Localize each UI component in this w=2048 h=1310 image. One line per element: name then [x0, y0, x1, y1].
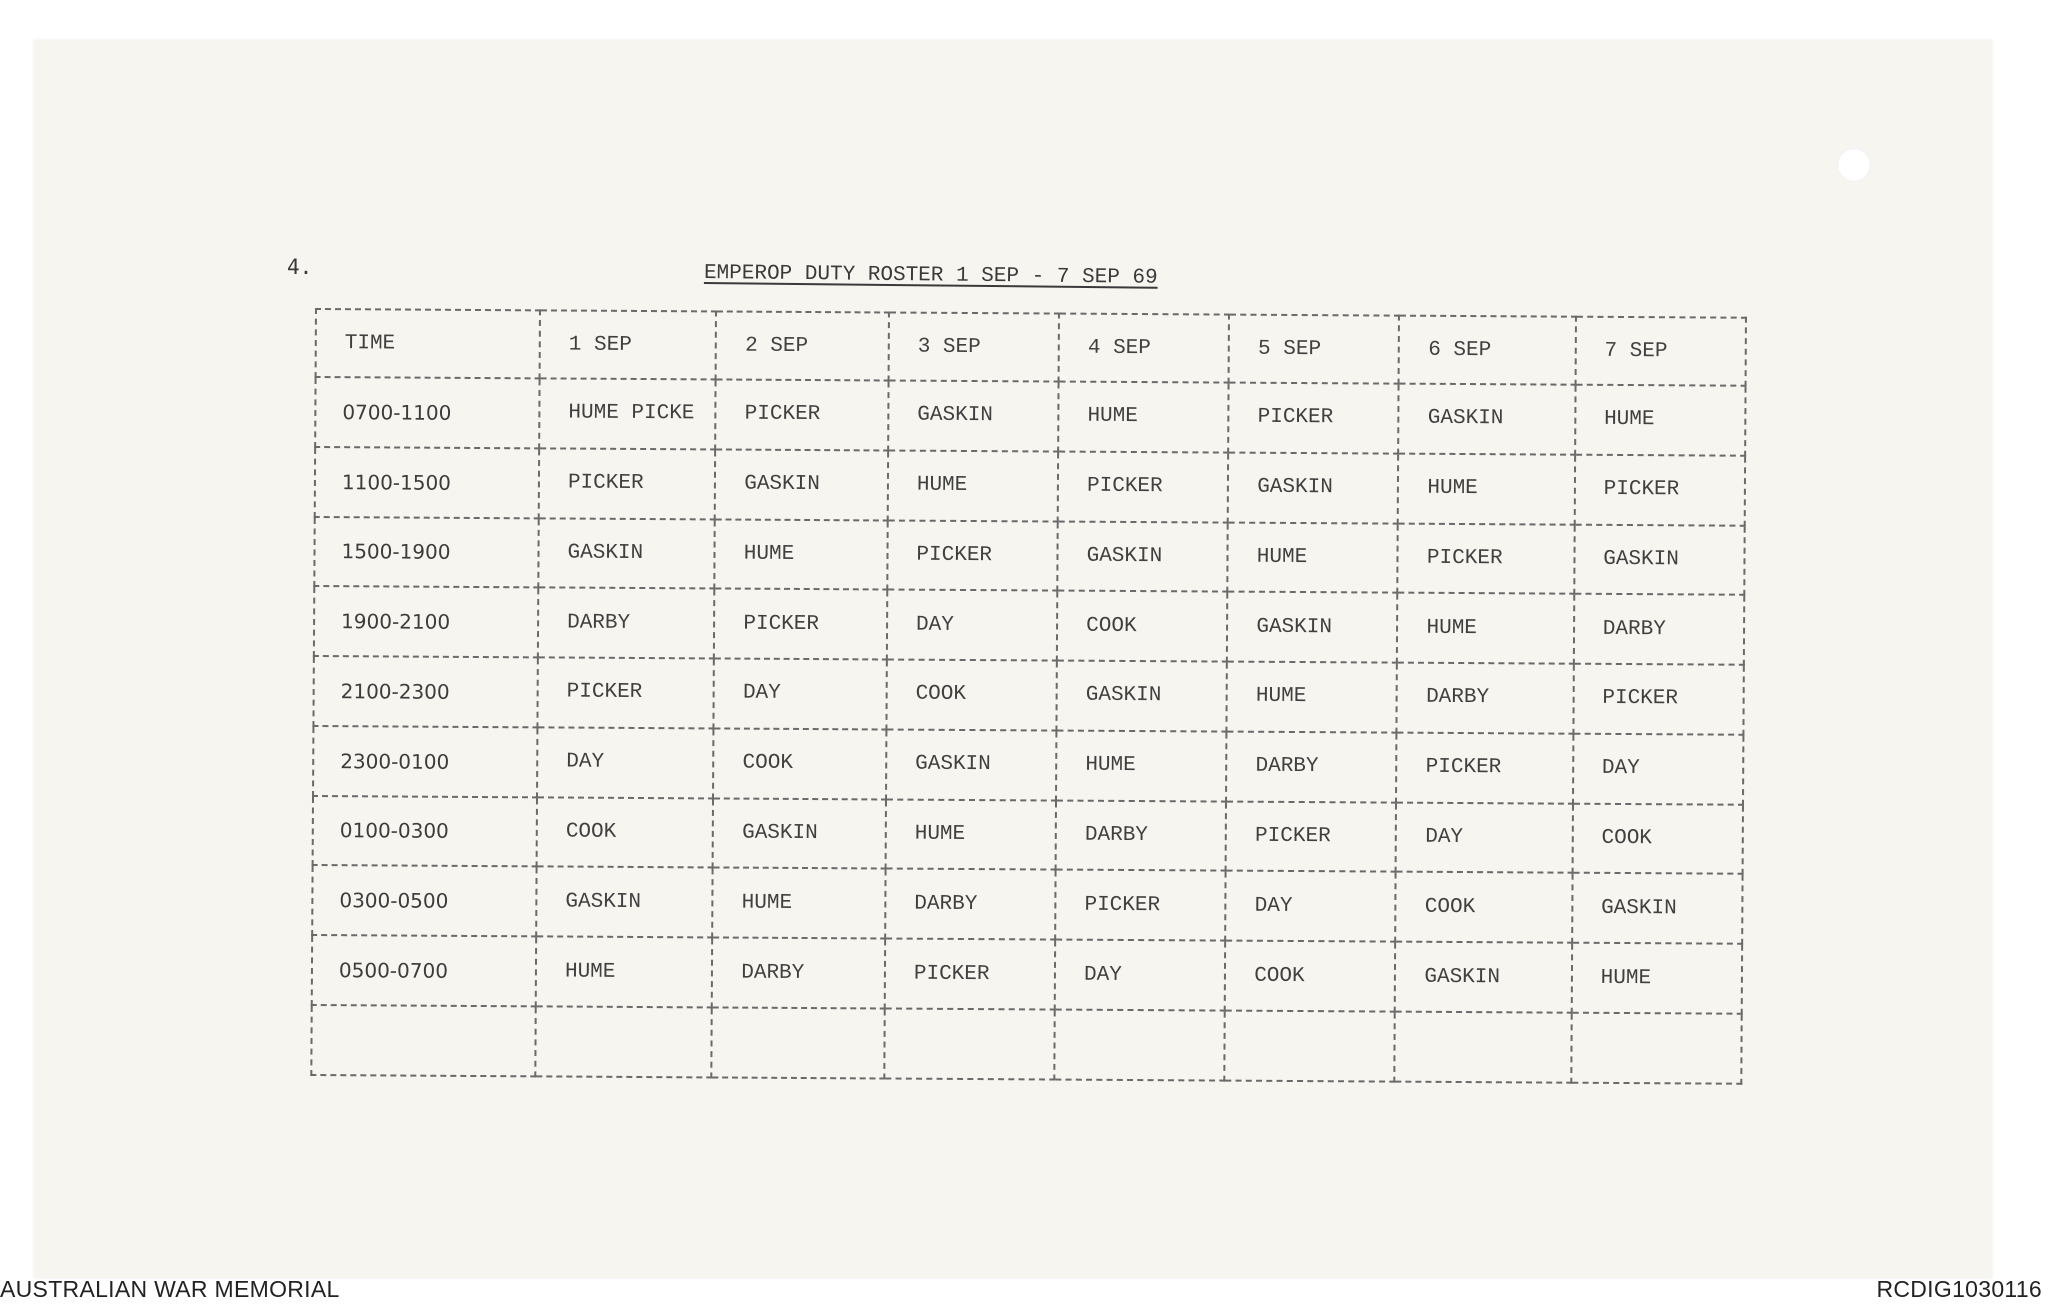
- duty-cell: GASKIN: [888, 381, 1059, 452]
- duty-cell: GASKIN: [1399, 384, 1576, 455]
- duty-cell: DAY: [887, 590, 1058, 661]
- duty-cell: HUME: [1398, 453, 1575, 524]
- duty-cell: DAY: [1225, 871, 1396, 942]
- time-cell: 2300-0100: [313, 726, 537, 797]
- empty-cell: [1395, 1012, 1572, 1083]
- duty-cell: PICKER: [539, 448, 716, 519]
- column-header-3-sep: 3 SEP: [889, 313, 1060, 382]
- duty-cell: GASKIN: [1057, 521, 1228, 592]
- table-row: [312, 935, 1742, 1014]
- duty-cell: HUME: [1227, 662, 1398, 733]
- empty-cell: [884, 1008, 1055, 1079]
- duty-cell: PICKER: [1226, 801, 1397, 872]
- duty-cell: PICKER: [1058, 451, 1229, 522]
- column-header-2-sep: 2 SEP: [716, 311, 889, 380]
- table-row: [313, 796, 1743, 874]
- duty-roster: [310, 308, 1747, 1085]
- duty-cell: PICKER: [1396, 732, 1573, 803]
- duty-cell: DAY: [1573, 734, 1744, 805]
- duty-cell: HUME: [1056, 730, 1227, 801]
- empty-cell: [311, 1005, 535, 1076]
- duty-cell: PICKER: [714, 589, 887, 660]
- archive-credit: AUSTRALIAN WAR MEMORIAL: [0, 1276, 340, 1302]
- duty-cell: PICKER: [1228, 383, 1399, 454]
- duty-cell: DARBY: [538, 588, 715, 659]
- duty-cell: GASKIN: [538, 518, 715, 589]
- duty-cell: COOK: [713, 728, 886, 799]
- time-cell: 0700-1100: [315, 377, 539, 448]
- table-row: [313, 726, 1743, 804]
- column-header-time: TIME: [316, 309, 540, 378]
- duty-cell: DARBY: [712, 938, 885, 1009]
- header-row: [316, 309, 1746, 386]
- time-cell: 1500-1900: [314, 517, 538, 588]
- column-header-6-sep: 6 SEP: [1399, 316, 1576, 385]
- duty-cell: COOK: [537, 797, 714, 868]
- table-row: [312, 865, 1742, 943]
- duty-cell: HUME: [1228, 522, 1399, 593]
- table-row: [314, 586, 1744, 664]
- duty-cell: DARBY: [1397, 663, 1574, 734]
- roster-table: [310, 308, 1747, 1085]
- duty-cell: HUME: [888, 450, 1059, 521]
- time-cell: 2100-2300: [313, 656, 537, 727]
- duty-cell: PICKER: [715, 379, 888, 450]
- column-header-5-sep: 5 SEP: [1229, 315, 1400, 384]
- duty-cell: HUME: [1575, 385, 1746, 456]
- duty-cell: GASKIN: [1227, 592, 1398, 663]
- duty-cell: GASKIN: [1572, 873, 1743, 944]
- empty-cell: [1571, 1013, 1742, 1084]
- duty-cell: PICKER: [887, 520, 1058, 591]
- duty-cell: DAY: [714, 659, 887, 730]
- empty-row: [311, 1005, 1741, 1084]
- duty-cell: PICKER: [885, 939, 1056, 1010]
- duty-cell: PICKER: [1573, 664, 1744, 735]
- time-cell: 1900-2100: [314, 586, 538, 657]
- time-cell: 1100-1500: [315, 447, 539, 518]
- duty-cell: HUME: [536, 936, 713, 1007]
- duty-cell: DAY: [1055, 940, 1226, 1011]
- empty-cell: [535, 1006, 712, 1077]
- duty-cell: HUME: [1058, 382, 1229, 453]
- table-row: [313, 656, 1743, 734]
- duty-cell: PICKER: [1574, 454, 1745, 525]
- duty-cell: HUME: [1397, 593, 1574, 664]
- column-header-7-sep: 7 SEP: [1575, 317, 1746, 386]
- duty-cell: COOK: [886, 660, 1057, 731]
- duty-cell: GASKIN: [1574, 524, 1745, 595]
- time-cell: 0100-0300: [313, 796, 537, 867]
- duty-cell: DAY: [537, 727, 714, 798]
- duty-cell: HUME PICKE: [539, 378, 716, 449]
- duty-cell: HUME: [1571, 943, 1742, 1014]
- time-cell: 0300-0500: [312, 865, 536, 936]
- duty-cell: PICKER: [537, 657, 714, 728]
- duty-cell: GASKIN: [886, 729, 1057, 800]
- duty-cell: GASKIN: [1228, 452, 1399, 523]
- duty-cell: GASKIN: [715, 449, 888, 520]
- duty-cell: DARBY: [885, 869, 1056, 940]
- duty-cell: COOK: [1572, 803, 1743, 874]
- duty-cell: COOK: [1396, 872, 1573, 943]
- duty-cell: GASKIN: [1057, 661, 1228, 732]
- duty-cell: PICKER: [1055, 870, 1226, 941]
- duty-cell: HUME: [715, 519, 888, 590]
- duty-cell: DAY: [1396, 802, 1573, 873]
- punch-hole: [1837, 148, 1871, 182]
- archive-reference: RCDIG1030116: [1876, 1276, 2042, 1302]
- duty-cell: GASKIN: [713, 798, 886, 869]
- duty-cell: DARBY: [1056, 800, 1227, 871]
- duty-cell: DARBY: [1574, 594, 1745, 665]
- column-header-1-sep: 1 SEP: [540, 310, 717, 379]
- duty-cell: PICKER: [1398, 523, 1575, 594]
- duty-cell: DARBY: [1226, 731, 1397, 802]
- empty-cell: [1054, 1010, 1225, 1081]
- duty-cell: COOK: [1225, 941, 1396, 1012]
- duty-cell: HUME: [712, 868, 885, 939]
- duty-cell: GASKIN: [536, 867, 713, 938]
- document-title: EMPEROP DUTY ROSTER 1 SEP - 7 SEP 69: [703, 262, 1158, 290]
- duty-cell: HUME: [886, 799, 1057, 870]
- column-header-4-sep: 4 SEP: [1059, 314, 1230, 383]
- page-number: 4.: [287, 255, 313, 279]
- table-row: [315, 447, 1745, 525]
- duty-cell: COOK: [1057, 591, 1228, 662]
- empty-cell: [712, 1007, 885, 1078]
- time-cell: 0500-0700: [312, 935, 536, 1006]
- table-row: [314, 517, 1744, 595]
- duty-cell: GASKIN: [1395, 942, 1572, 1013]
- empty-cell: [1225, 1011, 1396, 1082]
- table-row: [315, 377, 1745, 455]
